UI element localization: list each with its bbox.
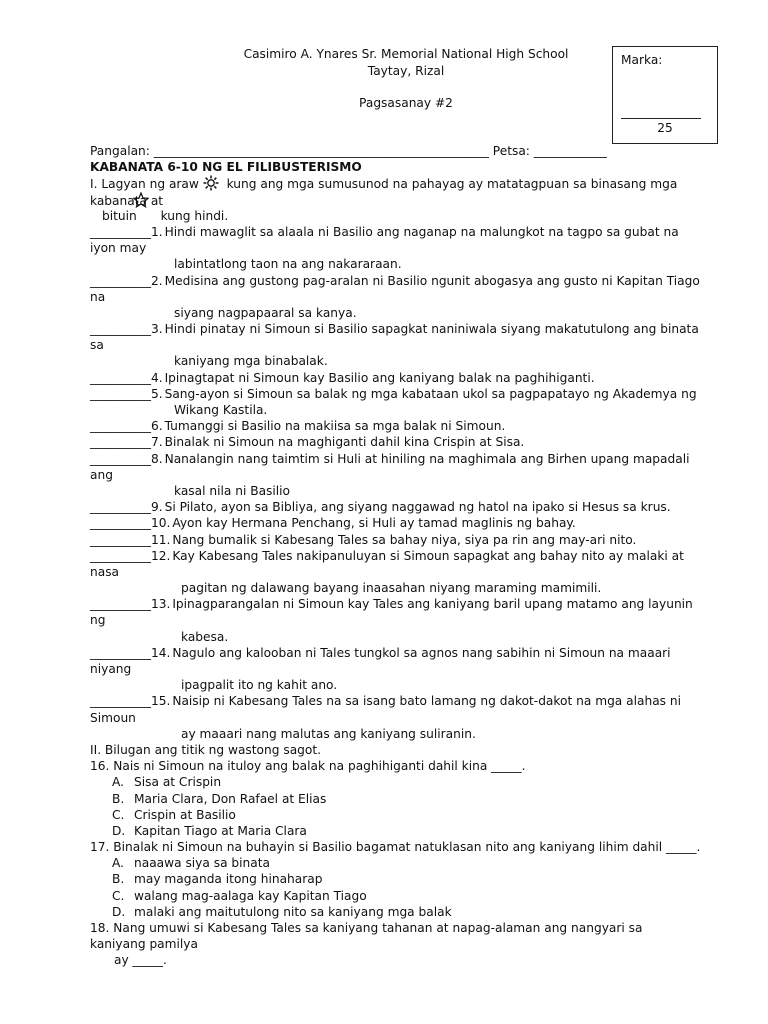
statement-item xyxy=(90,418,725,434)
statement-text: Sang-ayon si Simoun sa balak ng mga kabataan ukol sa pagpapatayo ng Akademya ng xyxy=(164,386,697,401)
instruction-text: I. Lagyan ng araw xyxy=(90,177,199,192)
part1-instruction-cont xyxy=(90,208,725,224)
statement-text: Si Pilato, ayon sa Bibliya, ang siyang naggawad ng hatol na ipako si Hesus sa krus. xyxy=(164,500,671,515)
statement-continuation: kasal nila ni Basilio xyxy=(174,483,291,498)
choice-text: Sisa at Crispin xyxy=(134,775,222,790)
statement-text: Hindi mawaglit sa alaala ni Basilio ang naganap na malungkot na tagpo sa gubat na xyxy=(164,224,679,239)
answer-blank: __________11. xyxy=(90,532,171,547)
statement-continuation: kaniyang mga binabalak. xyxy=(174,354,328,369)
answer-blank: __________1. xyxy=(90,224,163,239)
statement-wrap: iyon may xyxy=(90,241,147,256)
choice-text: naaawa siya sa binata xyxy=(134,856,270,871)
statement-item xyxy=(90,386,725,402)
statement-item xyxy=(90,515,725,531)
answer-blank: __________15. xyxy=(90,694,171,709)
answer-blank: __________6. xyxy=(90,419,163,434)
statement-item xyxy=(90,224,725,240)
statement-item xyxy=(90,499,725,515)
question-16: 16. Nais ni Simoun na ituloy ang balak na paghihiganti dahil kina _____. xyxy=(90,759,526,774)
sun-icon xyxy=(203,175,219,191)
star-icon xyxy=(133,192,149,208)
statement-item xyxy=(90,451,725,467)
choice-text: walang mag-aalaga kay Kapitan Tiago xyxy=(134,888,367,903)
school-name: Casimiro A. Ynares Sr. Memorial National High School xyxy=(243,47,569,61)
score-total: 25 xyxy=(657,121,673,135)
statement-item xyxy=(90,596,725,612)
statement-wrap: na xyxy=(90,289,106,304)
choice-option xyxy=(90,774,725,790)
statement-text: Medisina ang gustong pag-aralan ni Basilio ngunit abogasya ang gusto ni Kapitan Tiago xyxy=(164,273,700,288)
answer-blank: __________5. xyxy=(90,386,163,401)
choice-text: Crispin at Basilio xyxy=(134,807,236,822)
answer-blank: __________10. xyxy=(90,516,171,531)
answer-blank: __________12. xyxy=(90,548,171,563)
statement-wrap: nasa xyxy=(90,564,120,579)
statement-item xyxy=(90,434,725,450)
choice-letter: D. xyxy=(112,904,126,919)
statement-item xyxy=(90,321,725,337)
instruction-text: kabanata at xyxy=(90,193,164,208)
exercise-title: Pagsasanay #2 xyxy=(359,96,453,110)
statement-wrap: ng xyxy=(90,613,106,628)
score-label: Marka: xyxy=(621,53,663,67)
choice-option xyxy=(90,791,725,807)
part1-items xyxy=(90,224,725,742)
statement-text: Nagulo ang kalooban ni Tales tungkol sa agnos nang sabihin ni Simoun na maaari xyxy=(172,645,671,660)
statement-text: Hindi pinatay ni Simoun si Basilio sapagkat naniniwala siyang makatutulong ang binata xyxy=(164,322,699,337)
statement-wrap: Simoun xyxy=(90,710,136,725)
answer-blank: __________14. xyxy=(90,645,171,660)
choice-letter: C. xyxy=(112,888,125,903)
choice-letter: A. xyxy=(112,856,124,871)
question-17-options xyxy=(90,855,725,920)
question-18-wrap: kaniyang pamilya xyxy=(90,937,198,952)
statement-continuation: ay maaari nang malutas ang kaniyang suliranin. xyxy=(181,726,476,741)
choice-letter: A. xyxy=(112,775,124,790)
choice-option xyxy=(90,888,725,904)
statement-text: Naisip ni Kabesang Tales na sa isang bato lamang ng dakot-dakot na mga alahas ni xyxy=(172,694,682,709)
chapter-title: KABANATA 6-10 NG EL FILIBUSTERISMO xyxy=(90,160,362,175)
answer-blank: __________13. xyxy=(90,597,171,612)
part1-instruction xyxy=(90,175,725,191)
statement-continuation: labintatlong taon na ang nakararaan. xyxy=(174,257,402,272)
score-line xyxy=(621,118,701,119)
statement-text: Nang bumalik si Kabesang Tales sa bahay niya, siya pa rin ang may-ari nito. xyxy=(172,532,637,547)
part2-instruction: II. Bilugan ang titik ng wastong sagot. xyxy=(90,742,322,757)
statement-item xyxy=(90,693,725,709)
choice-letter: B. xyxy=(112,791,125,806)
statement-item xyxy=(90,548,725,564)
choice-letter: B. xyxy=(112,872,125,887)
school-location: Taytay, Rizal xyxy=(367,64,445,78)
statement-continuation: Wikang Kastila. xyxy=(174,403,268,417)
statement-item xyxy=(90,645,725,661)
statement-text: Nanalangin nang taimtim si Huli at hiniling na maghimala ang Birhen upang mapadali xyxy=(164,451,690,466)
choice-option xyxy=(90,871,725,887)
statement-wrap: ang xyxy=(90,467,113,482)
question-18-cont: ay _____. xyxy=(114,953,167,968)
answer-blank: __________2. xyxy=(90,273,163,288)
statement-text: Ipinagparangalan ni Simoun kay Tales ang kaniyang baril upang matamo ang layunin xyxy=(172,597,693,612)
statement-continuation: siyang nagpapaaral sa kanya. xyxy=(174,305,357,320)
statement-item xyxy=(90,532,725,548)
statement-text: Ipinagtapat ni Simoun kay Basilio ang kaniyang balak na paghihiganti. xyxy=(164,370,595,385)
instruction-text: bituin xyxy=(102,208,137,223)
choice-letter: C. xyxy=(112,807,125,822)
statement-text: Tumanggi si Basilio na makiisa sa mga balak ni Simoun. xyxy=(164,419,506,434)
question-17: 17. Binalak ni Simoun na buhayin si Basilio bagamat natuklasan nito ang kaniyang lihim dahil _____. xyxy=(90,840,701,855)
choice-option xyxy=(90,823,725,839)
score-box xyxy=(612,46,718,144)
statement-text: Binalak ni Simoun na maghiganti dahil kina Crispin at Sisa. xyxy=(164,435,525,450)
statement-continuation: kabesa. xyxy=(181,629,229,644)
statement-item xyxy=(90,273,725,289)
statement-wrap: niyang xyxy=(90,662,132,676)
choice-text: Kapitan Tiago at Maria Clara xyxy=(134,823,307,838)
answer-blank: __________8. xyxy=(90,451,163,466)
instruction-text: kung ang mga sumusunod na pahayag ay matatagpuan sa binasang mga xyxy=(226,177,678,192)
statement-continuation: ipagpalit ito ng kahit ano. xyxy=(181,678,338,693)
statement-continuation: pagitan ng dalawang bayang inaasahan niyang maraming mamimili. xyxy=(181,581,602,596)
answer-blank: __________7. xyxy=(90,435,163,450)
choice-option xyxy=(90,855,725,871)
question-16-options xyxy=(90,774,725,839)
statement-text: Ayon kay Hermana Penchang, si Huli ay tamad maglinis ng bahay. xyxy=(172,516,576,531)
worksheet-body xyxy=(90,143,725,969)
choice-text: may maganda itong hinaharap xyxy=(134,872,323,887)
choice-option xyxy=(90,904,725,920)
choice-option xyxy=(90,807,725,823)
choice-text: malaki ang maitutulong nito sa kaniyang mga balak xyxy=(134,904,452,919)
part1-instruction-cont xyxy=(90,192,725,208)
choice-letter: D. xyxy=(112,823,126,838)
name-date-line: Pangalan: _______________________________________________________ Petsa: ____________ xyxy=(90,144,607,158)
statement-text: Kay Kabesang Tales nakipanuluyan si Simoun sapagkat ang bahay nito ay malaki at xyxy=(172,548,684,563)
answer-blank: __________4. xyxy=(90,370,163,385)
choice-text: Maria Clara, Don Rafael at Elias xyxy=(134,791,327,806)
statement-item xyxy=(90,370,725,386)
answer-blank: __________3. xyxy=(90,322,163,337)
question-18: 18. Nang umuwi si Kabesang Tales sa kaniyang tahanan at napag-alaman ang nangyari sa xyxy=(90,921,643,935)
answer-blank: __________9. xyxy=(90,500,163,515)
instruction-text: kung hindi. xyxy=(160,208,229,223)
statement-wrap: sa xyxy=(90,338,104,353)
